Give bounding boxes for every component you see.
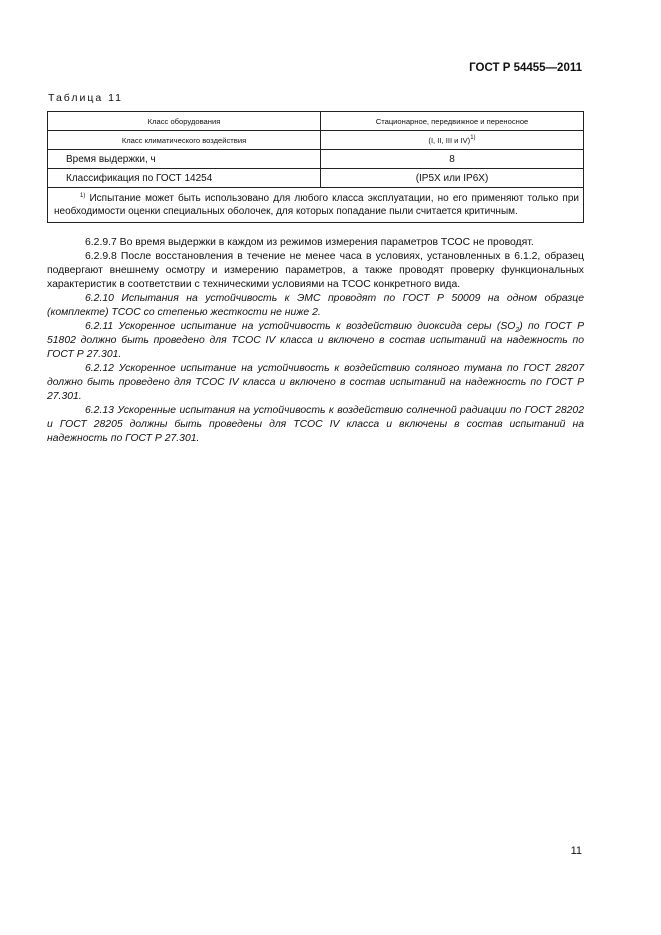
table-cell-label: Класс климатического воздействия — [48, 131, 321, 150]
footnote-ref: 1) — [470, 134, 476, 141]
climate-class-value: (I, II, III и IV) — [428, 135, 471, 145]
subscript-2: 2 — [515, 327, 520, 335]
table-footnote — [48, 188, 584, 223]
paragraph-6-2-13: 6.2.13 Ускоренные испытания на устойчивость к воздействию солнечной радиации по ГОСТ 28202 и ГОСТ 28205 должны быть проведены для ТСОС IV класса и включены в состав испытаний на надежность по ГОСТ Р 27.301. — [47, 405, 584, 444]
table-cell-value — [321, 131, 584, 150]
table-cell-label: Классификация по ГОСТ 14254 — [48, 169, 321, 188]
table-11 — [47, 111, 584, 223]
table-footnote-row — [48, 188, 584, 223]
table-cell-value: (IP5X или IP6X) — [321, 169, 584, 188]
paragraph-6-2-11-part1: 6.2.11 Ускоренное испытание на устойчивость к воздействию диоксида серы (SO — [85, 321, 516, 332]
paragraph-6-2-12: 6.2.12 Ускоренное испытание на устойчивость к воздействию соляного тумана по ГОСТ 28207 должно быть проведено для ТСОС IV класса и включено в состав испытаний на надежность по ГОСТ Р 27.301. — [47, 363, 584, 402]
table-cell-label: Класс оборудования — [48, 112, 321, 131]
table-row — [48, 150, 584, 169]
table-row — [48, 169, 584, 188]
table-row — [48, 131, 584, 150]
table-row — [48, 112, 584, 131]
page-number: 11 — [570, 845, 582, 857]
paragraph-6-2-10: 6.2.10 Испытания на устойчивость к ЭМС проводят по ГОСТ Р 50009 на одном образце (комплекте) ТСОС со степенью жесткости не ниже 2. — [47, 293, 584, 318]
table-caption: Таблица 11 — [48, 92, 123, 104]
table-cell-value: Стационарное, передвижное и переносное — [321, 112, 584, 131]
paragraph-6-2-9-7: 6.2.9.7 Во время выдержки в каждом из режимов измерения параметров ТСОС не проводят. — [85, 237, 534, 248]
paragraph-6-2-11 — [47, 320, 584, 362]
table-cell-label: Время выдержки, ч — [48, 150, 321, 169]
paragraph-6-2-11-part2: ) по ГОСТ Р 51802 должно быть проведено для ТСОС IV класса и включено в состав испытаний на надежность по ГОСТ Р 27.301. — [47, 321, 585, 360]
body-text — [47, 236, 584, 446]
footnote-text: Испытание может быть использовано для любого класса эксплуатации, но его применяют только при необходимости оценки специальных оболочек, для которых попадание пыли считается критичным. — [54, 193, 579, 217]
table-cell-value: 8 — [321, 150, 584, 169]
document-header: ГОСТ Р 54455—2011 — [469, 62, 582, 74]
footnote-mark: 1) — [80, 193, 86, 199]
paragraph-6-2-9-8: 6.2.9.8 После восстановления в течение не менее часа в условиях, установленных в 6.1.2, образец подвергают внешнему осмотру и измерению параметров, а также проводят проверку функциональных характеристик в соответствии с техническими условиями на ТСОС конкретного вида. — [47, 251, 584, 290]
